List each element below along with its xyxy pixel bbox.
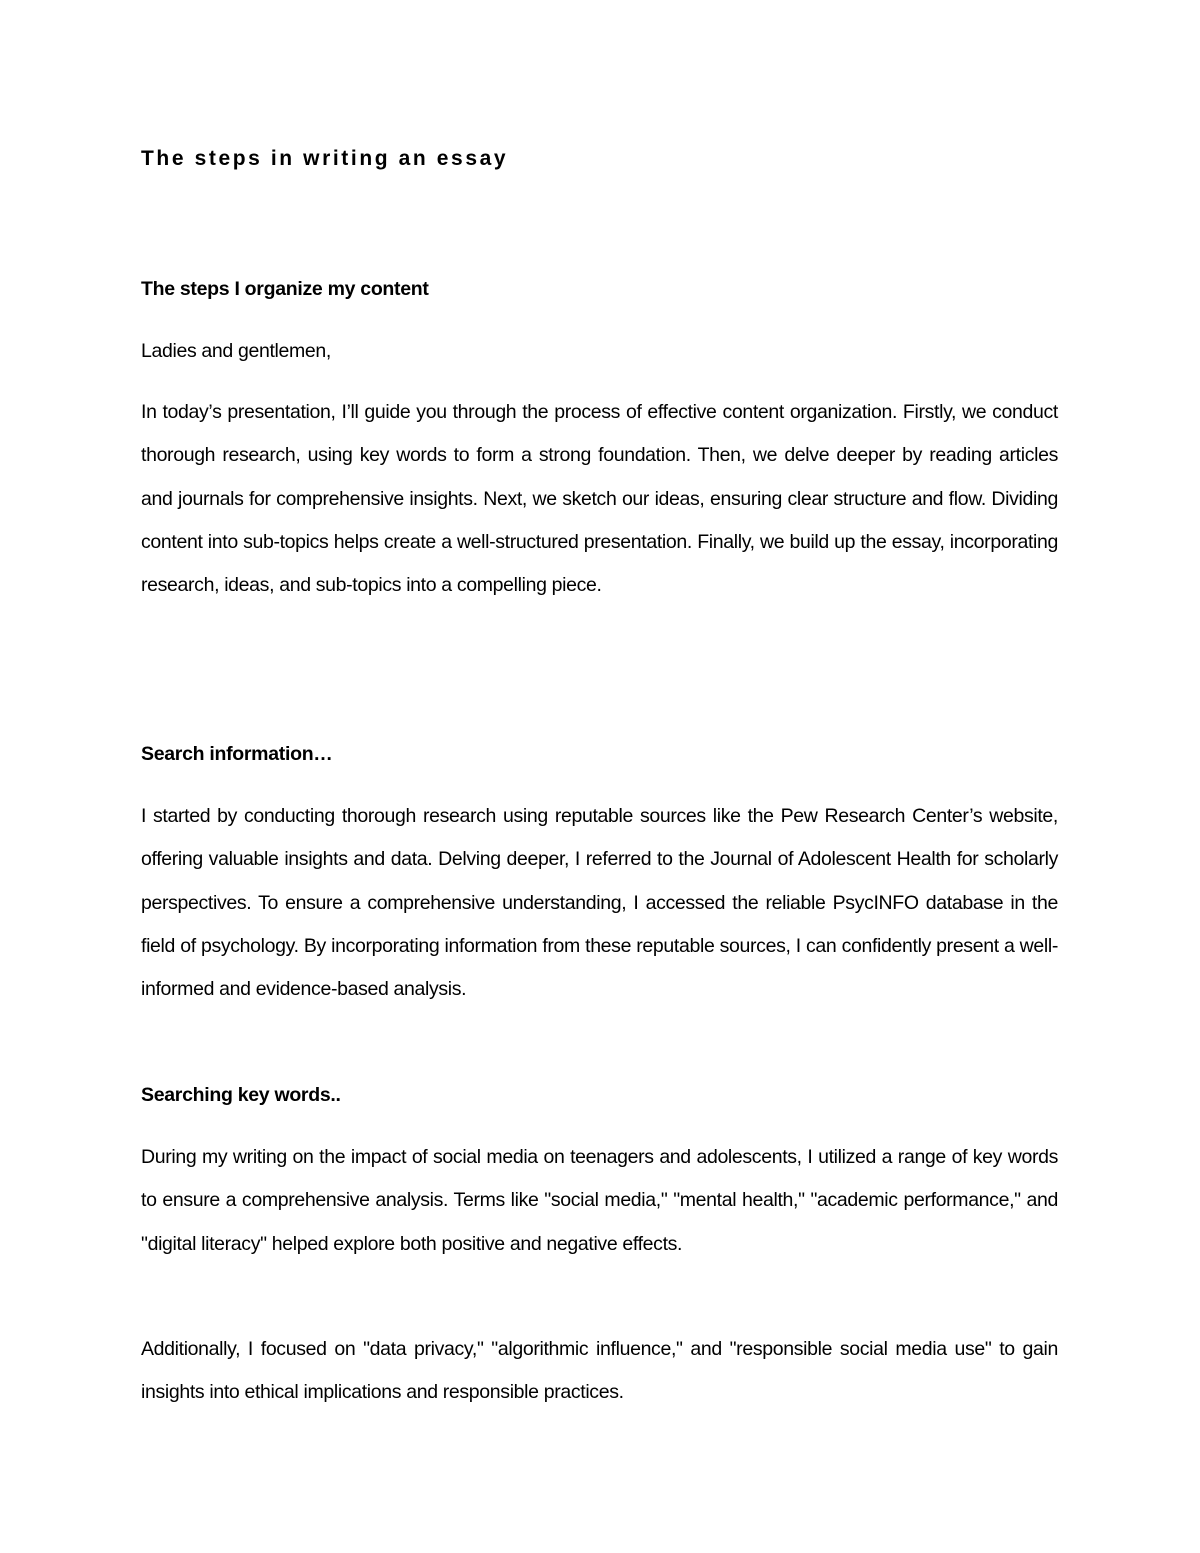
section-heading-key-words: Searching key words.. (141, 1084, 341, 1106)
document-title: The steps in writing an essay (141, 147, 509, 170)
section-heading-search-information: Search information… (141, 743, 333, 765)
paragraph-greeting: Ladies and gentlemen, (141, 340, 331, 362)
paragraph-key-words: During my writing on the impact of social media on teenagers and adolescents, I utilized a range of key words to ensure a comprehensive analysis. Terms like "social media," "mental health," "academic performance," and "digital literacy" helped explore both positive and negative effects. (141, 1146, 1058, 1255)
paragraph-additional-focus: Additionally, I focused on "data privacy," "algorithmic influence," and "responsible social media use" to gain insights into ethical implications and responsible practices. (141, 1338, 1058, 1404)
paragraph-organization: In today’s presentation, I’ll guide you through the process of effective content organization. Firstly, we conduct thorough research, using key words to form a strong foundation. Then, we delve deeper by reading articles and journals for comprehensive insights. Next, we sketch our ideas, ensuring clear structure and flow. Dividing content into sub-topics helps create a well-structured presentation. Finally, we build up the essay, incorporating research, ideas, and sub-topics into a compelling piece. (141, 401, 1058, 597)
paragraph-research-sources: I started by conducting thorough research using reputable sources like the Pew Research Center’s website, offering valuable insights and data. Delving deeper, I referred to the Journal of Adolescent Health for scholarly perspectives. To ensure a comprehensive understanding, I accessed the reliable PsycINFO database in the field of psychology. By incorporating information from these reputable sources, I can confidently present a well-informed and evidence-based analysis. (141, 805, 1058, 1001)
section-heading-organize: The steps I organize my content (141, 278, 429, 300)
